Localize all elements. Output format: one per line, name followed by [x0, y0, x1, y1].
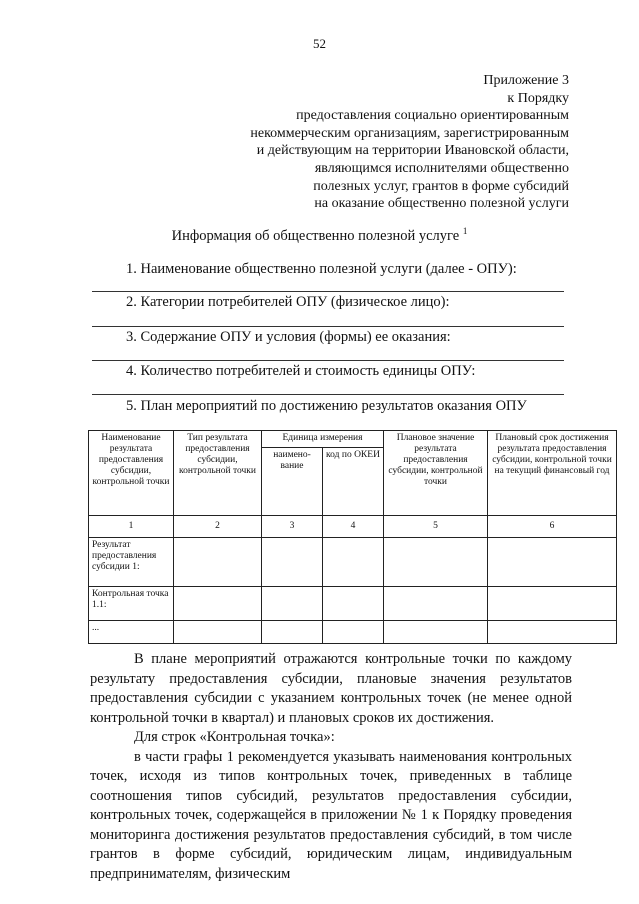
appendix-line: к Порядку: [507, 90, 569, 106]
body-text: [90, 650, 572, 884]
fill-line-1: [92, 291, 564, 292]
item-1: 1. Наименование общественно полезной услуги (далее - ОПУ):: [126, 261, 517, 277]
header-col5: Плановое значение результата предоставления субсидии, контрольной точки: [384, 431, 488, 516]
row-label: Контрольная точка 1.1:: [89, 587, 174, 621]
header-unit-group: Единица измерения: [262, 431, 384, 448]
item-5: 5. План мероприятий по достижению результатов оказания ОПУ: [126, 398, 527, 414]
header-col1: Наименование результата предоставления субсидии, контрольной точки: [89, 431, 174, 516]
paragraph: в части графы 1 рекомендуется указывать наименования контрольных точек, исходя из типов контрольных точек, приведенных в таблице соотношения типов субсидий, результатов предоставления субсидии, контрольных точек, содержащейся в приложении № 1 к Порядку проведения мониторинга достижения результатов предоставления субсидий, в том числе грантов в форме субсидий, юридическим лицам, индивидуальным предпринимателям, физическим: [90, 748, 572, 882]
item-3: 3. Содержание ОПУ и условия (формы) ее оказания:: [126, 329, 451, 345]
table-cell: [262, 621, 323, 644]
table-cell: [384, 621, 488, 644]
col-number: 4: [323, 516, 384, 538]
col-number: 3: [262, 516, 323, 538]
col-number: 6: [488, 516, 617, 538]
header-col6: Плановый срок достижения результата предоставления субсидии, контрольной точки на текущий финансовый год: [488, 431, 617, 516]
table-cell: [488, 621, 617, 644]
appendix-line: Приложение 3: [483, 73, 569, 88]
title-text: Информация об общественно полезной услуге: [171, 228, 460, 244]
col-number: 2: [174, 516, 262, 538]
item-2: 2. Категории потребителей ОПУ (физическое лицо):: [126, 294, 450, 310]
table-cell: [323, 538, 384, 587]
table-cell: [323, 587, 384, 621]
col-number: 1: [89, 516, 174, 538]
table-cell: [488, 587, 617, 621]
fill-line-3: [92, 360, 564, 361]
document-title: [0, 226, 639, 245]
fill-line-4: [92, 394, 564, 395]
paragraph: В плане мероприятий отражаются контрольные точки по каждому результату предоставления субсидии, плановые значения результатов предоставления субсидии с указанием контрольных точек (не менее одной контрольной точки в квартал) и плановых сроков их достижения.: [90, 651, 572, 726]
table-cell: [384, 538, 488, 587]
row-label: Результат предоставления субсидии 1:: [89, 538, 174, 587]
header-col3: наимено-вание: [262, 448, 323, 516]
table-cell: [384, 587, 488, 621]
appendix-header: [250, 72, 569, 213]
header-col4: код по ОКЕИ: [323, 448, 384, 516]
table-cell: [174, 538, 262, 587]
table-row: [89, 538, 617, 587]
appendix-line: являющимся исполнителями общественно: [314, 160, 569, 176]
table-cell: [323, 621, 384, 644]
title-footnote-mark: 1: [462, 226, 468, 236]
appendix-line: на оказание общественно полезной услуги: [314, 196, 569, 212]
table-row: [89, 587, 617, 621]
appendix-line: полезных услуг, грантов в форме субсидий: [313, 178, 569, 194]
paragraph: Для строк «Контрольная точка»:: [134, 729, 335, 745]
appendix-line: и действующим на территории Ивановской области,: [256, 143, 569, 159]
col-number: 5: [384, 516, 488, 538]
appendix-line: предоставления социально ориентированным: [296, 108, 569, 124]
table-cell: [174, 587, 262, 621]
table-cell: [262, 587, 323, 621]
table-cell: [488, 538, 617, 587]
table-cell: [174, 621, 262, 644]
table-row: [89, 621, 617, 644]
appendix-line: некоммерческим организациям, зарегистрированным: [250, 125, 569, 141]
plan-table: [88, 430, 617, 644]
header-col2: Тип результата предоставления субсидии, контрольной точки: [174, 431, 262, 516]
page-number: 52: [313, 36, 326, 51]
row-label: ...: [89, 621, 174, 644]
table-cell: [262, 538, 323, 587]
item-4: 4. Количество потребителей и стоимость единицы ОПУ:: [126, 363, 476, 379]
fill-line-2: [92, 326, 564, 327]
